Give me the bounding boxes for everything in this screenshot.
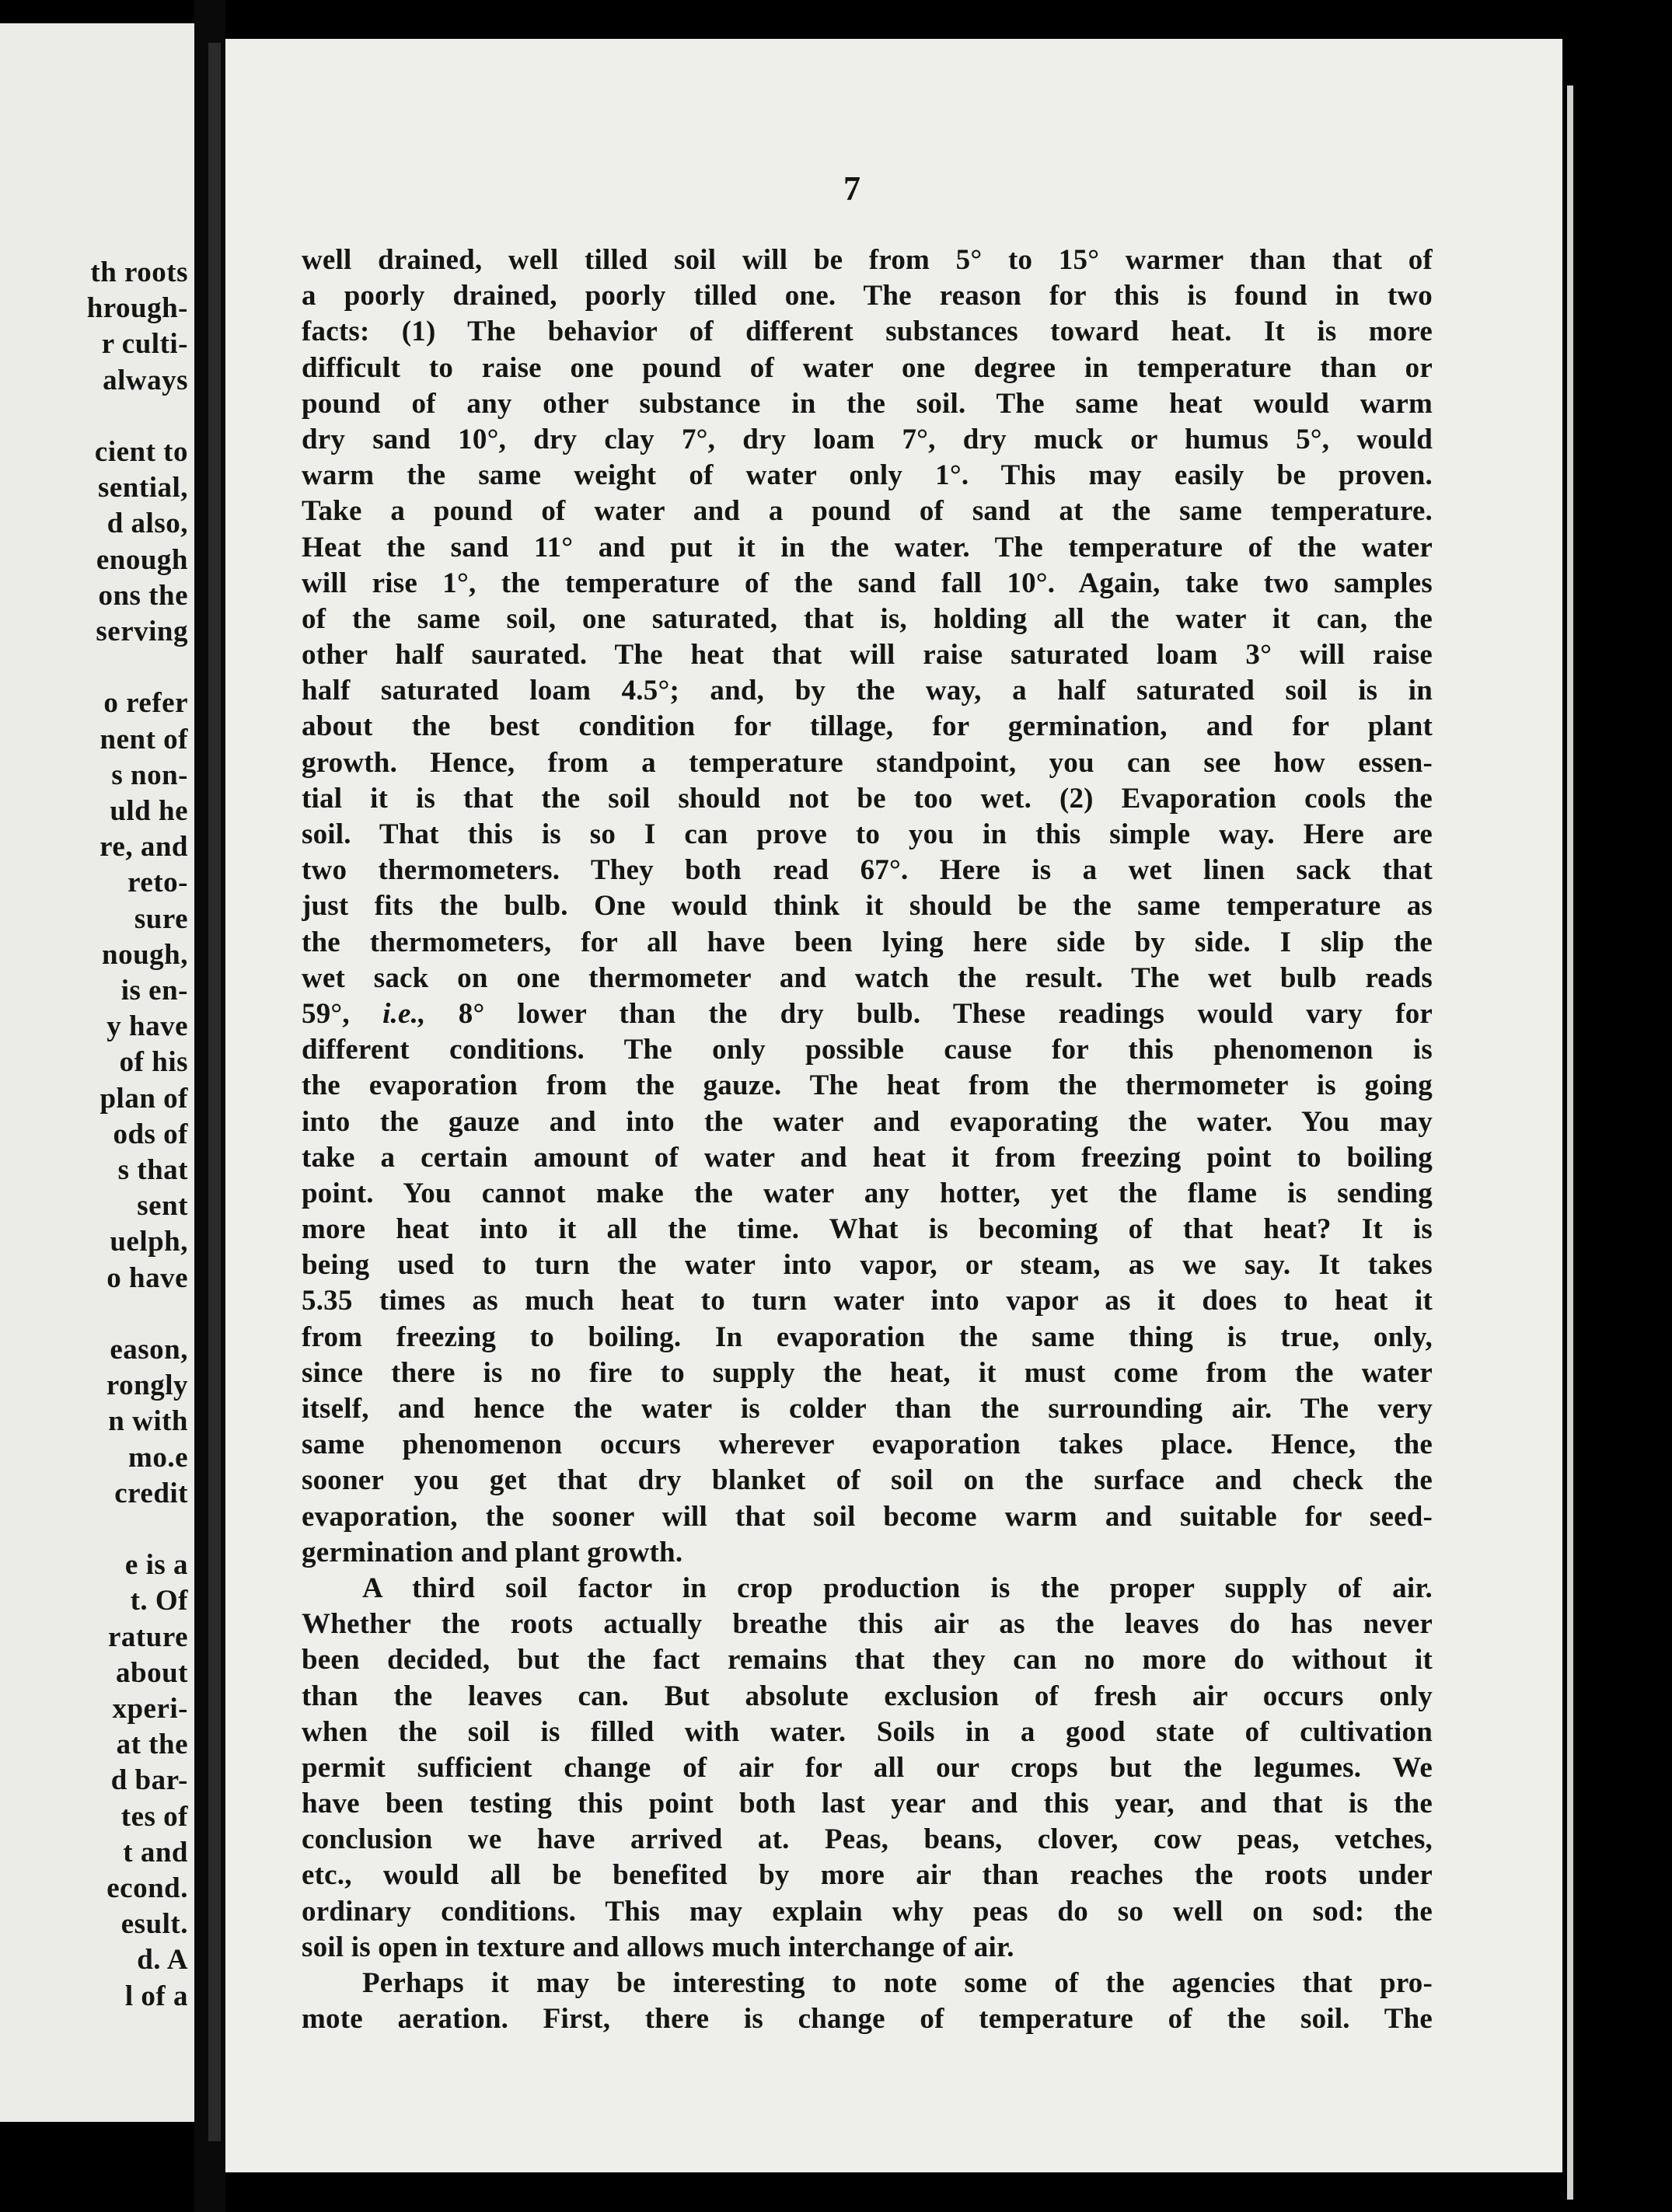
gutter-shadow [208, 43, 221, 2141]
text-line: take a certain amount of water and heat it from freezing point to boiling [302, 1141, 1433, 1174]
facing-page-line: uelph, [110, 1226, 188, 1258]
text-line: germination and plant growth. [302, 1536, 683, 1568]
facing-page-line: ods of [113, 1118, 188, 1150]
facing-page-line: eason, [110, 1334, 188, 1366]
facing-page-line: r culti- [101, 328, 188, 361]
facing-page-line: reto- [127, 867, 188, 899]
text-line: evaporation, the sooner will that soil become warm and suitable for seed- [302, 1500, 1433, 1533]
facing-page-line: esult. [120, 1908, 188, 1941]
facing-page-line: nough, [102, 938, 188, 971]
facing-page-line: s that [117, 1154, 188, 1186]
text-line: Take a pound of water and a pound of sand at the same temperature. [302, 495, 1433, 528]
text-line: Whether the roots actually breathe this air as the leaves do has never [302, 1608, 1433, 1641]
facing-page-line: is en- [120, 975, 188, 1007]
facing-page-line: sure [134, 902, 188, 935]
facing-page-line: sent [137, 1190, 188, 1223]
text-line: itself, and hence the water is colder than the surrounding air. The very [302, 1393, 1433, 1425]
text-line: than the leaves can. But absolute exclusion of fresh air occurs only [302, 1680, 1433, 1712]
text-line: ordinary conditions. This may explain why peas do so well on sod: the [302, 1895, 1433, 1928]
facing-page-line: ons the [98, 579, 188, 612]
text-line: when the soil is filled with water. Soils in a good state of cultivation [302, 1715, 1433, 1748]
facing-page-line: always [103, 364, 188, 396]
facing-page-line: tes of [120, 1800, 188, 1833]
facing-page-line: e is a [124, 1549, 188, 1582]
facing-page-line: serving [96, 616, 188, 647]
text-line: dry sand 10°, dry clay 7°, dry loam 7°, dry muck or humus 5°, would [302, 423, 1433, 455]
facing-page-line: econd. [106, 1872, 188, 1904]
text-line: more heat into it all the time. What is becoming of that heat? It is [302, 1213, 1433, 1246]
text-line: just fits the bulb. One would think it should be the same temperature as [302, 890, 1433, 923]
facing-page-line: rature [108, 1621, 188, 1653]
text-line: permit sufficient change of air for all our crops but the legumes. We [302, 1751, 1433, 1784]
text-line: the evaporation from the gauze. The heat from the thermometer is going [302, 1069, 1433, 1102]
text-line: mote aeration. First, there is change of temperature of the soil. The [302, 2003, 1433, 2036]
facing-page-line: at the [116, 1729, 188, 1761]
facing-page-line: of his [119, 1046, 188, 1079]
facing-page-line: d. A [137, 1944, 188, 1976]
page-edge [1567, 85, 1573, 2200]
text-line: have been testing this point both last year and this year, and that is the [302, 1788, 1433, 1820]
facing-page-line: rongly [106, 1369, 188, 1402]
text-line: A third soil factor in crop production is the proper supply of air. [362, 1572, 1433, 1604]
facing-page-line: o refer [103, 687, 188, 720]
text-line: sooner you get that dry blanket of soil on the surface and check the [302, 1464, 1433, 1497]
text-line: conclusion we have arrived at. Peas, beans, clover, cow peas, vetches, [302, 1823, 1433, 1856]
text-line: soil is open in texture and allows much interchange of air. [302, 1931, 1014, 1963]
text-line: being used to turn the water into vapor, or steam, as we say. It takes [302, 1249, 1433, 1282]
text-line: soil. That this is so I can prove to you in this simple way. Here are [302, 818, 1433, 850]
facing-page-line: re, and [99, 831, 188, 864]
text-line: the thermometers, for all have been lying here side by side. I slip the [302, 926, 1433, 958]
facing-page-line: about [116, 1656, 188, 1689]
facing-page-line: uld he [110, 795, 188, 827]
text-line: difficult to raise one pound of water one degree in temperature than or [302, 351, 1433, 384]
text-line: pound of any other substance in the soil. The same heat would warm [302, 387, 1433, 420]
facing-page-line: enough [96, 543, 188, 576]
text-line: wet sack on one thermometer and watch the result. The wet bulb reads [302, 961, 1433, 994]
facing-page-line: t and [123, 1836, 188, 1868]
text-line: facts: (1) The behavior of different substances toward heat. It is more [302, 316, 1433, 348]
text-line: a poorly drained, poorly tilled one. The reason for this is found in two [302, 280, 1433, 312]
facing-page-line: plan of [99, 1082, 188, 1115]
text-line: warm the same weight of water only 1°. This may easily be proven. [302, 459, 1433, 492]
facing-page-line: l of a [124, 1980, 188, 2012]
facing-page-line: s non- [111, 759, 188, 791]
facing-page-line: d also, [106, 508, 188, 540]
text-line: from freezing to boiling. In evaporation the same thing is true, only, [302, 1321, 1433, 1353]
facing-page-line: mo.e [128, 1441, 188, 1474]
text-line: etc., would all be benefited by more air than reaches the roots under [302, 1859, 1433, 1892]
text-line: about the best condition for tillage, for germination, and for plant [302, 710, 1433, 743]
text-line: point. You cannot make the water any hotter, yet the flame is sending [302, 1177, 1433, 1209]
facing-page-line: nent of [99, 723, 188, 755]
page-number: 7 [843, 169, 860, 208]
facing-page-line: cient to [94, 436, 188, 468]
text-line: 5.35 times as much heat to turn water into vapor as it does to heat it [302, 1285, 1433, 1317]
body-text [302, 242, 1433, 2037]
facing-page-line: th roots [90, 256, 188, 288]
facing-page-line: n with [108, 1405, 188, 1438]
facing-page-line: credit [114, 1477, 188, 1509]
facing-page-line: d bar- [110, 1764, 188, 1797]
text-line: half saturated loam 4.5°; and, by the way, a half saturated soil is in [302, 675, 1433, 707]
text-line: Perhaps it may be interesting to note some of the agencies that pro- [362, 1967, 1433, 1999]
facing-page-line: t. Of [130, 1585, 188, 1617]
text-line: Heat the sand 11° and put it in the water. The temperature of the water [302, 531, 1433, 563]
facing-page-line: y have [106, 1010, 188, 1043]
facing-page-left [0, 23, 194, 2122]
text-line: 59°, i.e., 8° lower than the dry bulb. These readings would vary for [302, 997, 1433, 1030]
text-line: growth. Hence, from a temperature standpoint, you can see how essen- [302, 746, 1433, 779]
text-line: will rise 1°, the temperature of the sand fall 10°. Again, take two samples [302, 567, 1433, 599]
text-line: different conditions. The only possible cause for this phenomenon is [302, 1034, 1433, 1066]
facing-page-line: o have [106, 1261, 188, 1294]
facing-page-line: xperi- [112, 1693, 188, 1725]
text-line: into the gauze and into the water and evaporating the water. You may [302, 1105, 1433, 1138]
facing-page-line: hrough- [86, 292, 188, 325]
text-line: other half saurated. The heat that will raise saturated loam 3° will raise [302, 639, 1433, 672]
text-line: been decided, but the fact remains that they can no more do without it [302, 1644, 1433, 1676]
text-line: same phenomenon occurs wherever evaporation takes place. Hence, the [302, 1429, 1433, 1461]
text-line: well drained, well tilled soil will be from 5° to 15° warmer than that of [302, 244, 1433, 276]
facing-page-line: sential, [97, 472, 188, 504]
text-line: since there is no fire to supply the heat, it must come from the water [302, 1356, 1433, 1389]
text-line: of the same soil, one saturated, that is, holding all the water it can, the [302, 602, 1433, 635]
text-line: tial it is that the soil should not be too wet. (2) Evaporation cools the [302, 782, 1433, 815]
text-line: two thermometers. They both read 67°. Here is a wet linen sack that [302, 854, 1433, 887]
